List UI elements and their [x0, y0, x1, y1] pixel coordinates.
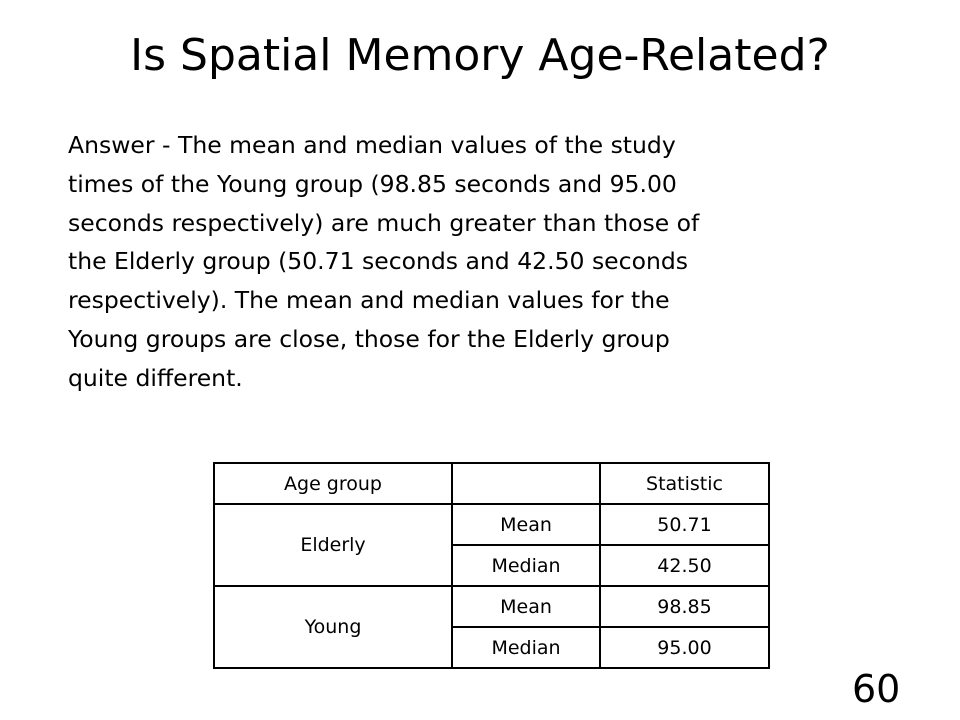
page-number: 60: [852, 667, 901, 711]
stat-label: Mean: [452, 504, 600, 545]
stat-value: 50.71: [600, 504, 769, 545]
table-header-row: [214, 463, 769, 504]
header-age-group: Age group: [214, 463, 452, 504]
stat-label: Median: [452, 545, 600, 586]
answer-paragraph: Answer - The mean and median values of the study times of the Young group (98.85 seconds and 95.00 seconds respectively) are much greater than those of the Elderly group (50.71 seconds and 42.50 seconds respectively). The mean and median values for the Young groups are close, those for the Elderly group quite different.: [68, 131, 700, 392]
stat-value: 98.85: [600, 586, 769, 627]
group-label-young: Young: [214, 586, 452, 668]
table-row: [214, 586, 769, 627]
statistics-table: [213, 462, 770, 669]
header-statistic: Statistic: [600, 463, 769, 504]
table-row: [214, 504, 769, 545]
header-blank: [452, 463, 600, 504]
group-label-elderly: Elderly: [214, 504, 452, 586]
stat-value: 42.50: [600, 545, 769, 586]
stat-value: 95.00: [600, 627, 769, 668]
stat-label: Mean: [452, 586, 600, 627]
stat-label: Median: [452, 627, 600, 668]
slide-title: Is Spatial Memory Age-Related?: [130, 30, 830, 81]
